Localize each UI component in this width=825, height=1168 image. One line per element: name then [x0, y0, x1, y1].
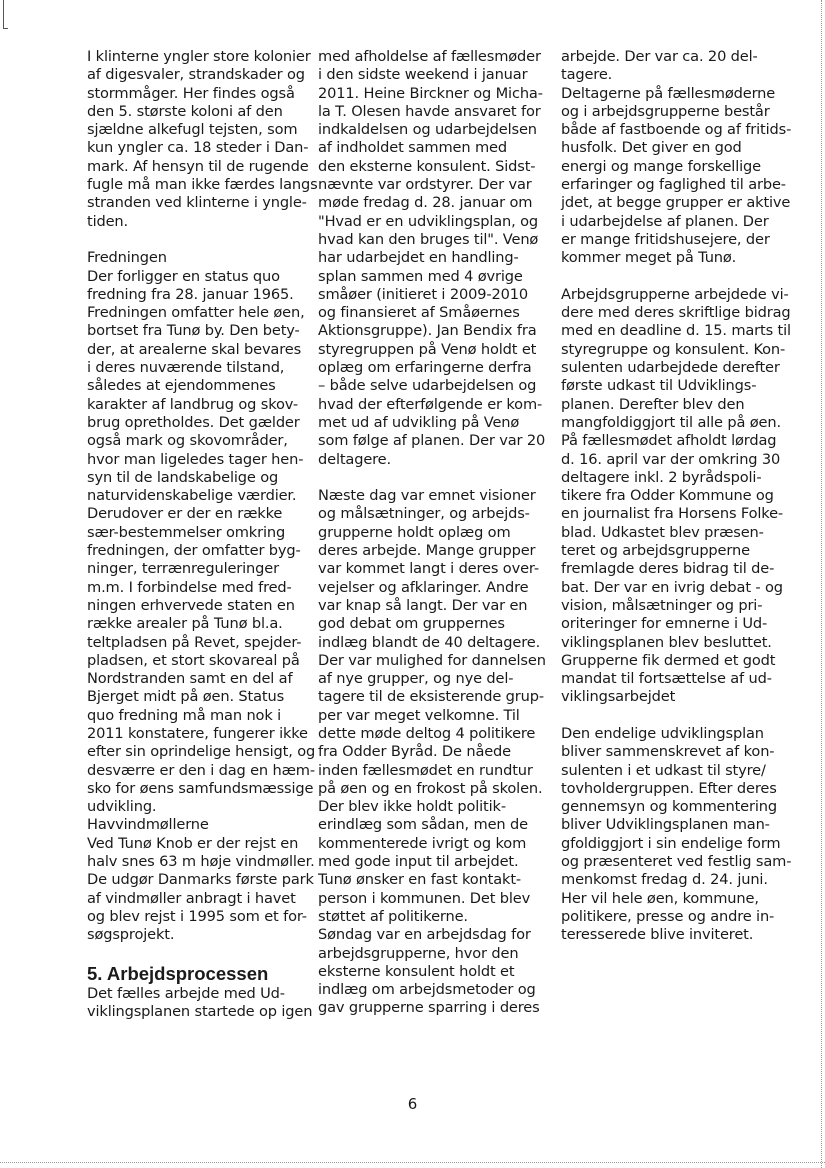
text-line: møde fredag d. 28. januar om	[318, 194, 533, 212]
text-line: menkomst fredag d. 24. juni.	[561, 871, 768, 889]
text-line: udvikling.	[87, 798, 157, 816]
paragraph-deltagere	[561, 48, 792, 268]
text-line: var kommet langt i deres over-	[318, 560, 539, 578]
text-line: Aktionsgruppe). Jan Bendix fra	[318, 322, 537, 340]
text-line: sjældne alkefugl tejsten, som	[87, 121, 298, 139]
text-line: viklingsplanen startede op igen	[87, 1002, 313, 1020]
text-line: gav grupperne sparring i deres	[318, 999, 540, 1017]
text-line: halv snes 63 m høje vindmøller.	[87, 853, 315, 871]
text-line: gennemsyn og kommentering	[561, 798, 777, 816]
text-line: styregruppe og konsulent. Kon-	[561, 340, 786, 358]
text-line: jdet, at begge grupper er aktive	[561, 194, 791, 212]
text-line: energi og mange forskellige	[561, 157, 761, 175]
text-line: per var meget velkomne. Til	[318, 706, 520, 724]
text-line: syn til de landskabelige og	[87, 468, 279, 486]
text-line: eksterne konsulent holdt et	[318, 962, 515, 980]
text-line: "Hvad er en udviklingsplan, og	[318, 212, 539, 230]
text-line: stranden ved klinterne i yngle-	[87, 194, 307, 212]
text-line: sulenten i et udkast til styre/	[561, 761, 766, 779]
text-line: Arbejdsgrupperne arbejdede vi-	[561, 285, 789, 303]
text-line: m.m. I forbindelse med fred-	[87, 578, 292, 596]
text-column-2	[318, 48, 550, 1018]
text-line: 2011. Heine Birckner og Micha-	[318, 84, 543, 102]
text-line: la T. Olesen havde ansvaret for	[318, 102, 541, 120]
text-line: politikere, presse og andre in-	[561, 907, 775, 925]
text-line: met ud af udvikling på Venø	[318, 413, 520, 431]
text-line: den 5. største koloni af den	[87, 102, 283, 120]
text-line: med gode input til arbejdet.	[318, 853, 519, 871]
text-line: Der forligger en status quo	[87, 267, 280, 285]
text-line: De udgør Danmarks første park	[87, 871, 314, 889]
text-line: oplæg om erfaringerne derfra	[318, 359, 532, 377]
text-line: kun yngler ca. 18 steder i Dan-	[87, 139, 309, 157]
text-line: både af fastboende og af fritids-	[561, 121, 792, 139]
text-line: i den sidste weekend i januar	[318, 66, 528, 84]
text-line: teltpladsen på Revet, spejder-	[87, 633, 302, 651]
text-line: styregruppen på Venø holdt et	[318, 340, 537, 358]
paragraph-faellesmoeder	[318, 48, 550, 469]
section-heading-arbejdsprocessen: 5. Arbejdsprocessen	[87, 962, 269, 984]
text-line: sær-bestemmelser omkring	[87, 523, 286, 541]
text-line: Grupperne fik dermed et godt	[561, 651, 776, 669]
text-line: Deltagerne på fællesmøderne	[561, 84, 776, 102]
text-line: inden fællesmødet en rundtur	[318, 761, 533, 779]
scan-right-edge	[821, 0, 822, 1168]
text-line: karakter af landbrug og skov-	[87, 395, 298, 413]
text-line: fra Odder Byråd. De nåede	[318, 743, 512, 761]
text-line: dette møde deltog 4 politikere	[318, 724, 536, 742]
text-line: er mange fritidshusejere, der	[561, 230, 770, 248]
text-line: deltagere.	[318, 450, 392, 468]
text-line: småøer (initieret i 2009-2010	[318, 285, 529, 303]
text-line: bat. Der var en ivrig debat - og	[561, 578, 783, 596]
text-line: Søndag var en arbejdsdag for	[318, 926, 531, 944]
text-line: blad. Udkastet blev præsen-	[561, 523, 764, 541]
text-line: Fredningen omfatter hele øen,	[87, 304, 305, 322]
text-line: teret og arbejdsgrupperne	[561, 542, 750, 560]
text-line: række arealer på Tunø bl.a.	[87, 615, 283, 633]
text-line: Ved Tunø Knob er der rejst en	[87, 834, 299, 852]
text-line: af vindmøller anbragt i havet	[87, 889, 296, 907]
text-line: grupperne holdt oplæg om	[318, 523, 511, 541]
text-line: og blev rejst i 1995 som et for-	[87, 907, 307, 925]
text-line: deltagere inkl. 2 byrådspoli-	[561, 468, 762, 486]
text-line: stormmåger. Her findes også	[87, 84, 295, 102]
scan-corner-mark	[3, 0, 8, 29]
text-line: viklingsplanen blev besluttet.	[561, 633, 772, 651]
text-line: desværre er den i dag en hæm-	[87, 761, 315, 779]
text-line: husfolk. Det giver en god	[561, 139, 742, 157]
text-line: efter sin oprindelige hensigt, og	[87, 743, 316, 761]
text-line: kommer meget på Tunø.	[561, 249, 737, 267]
text-line: hvad der efterfølgende er kom-	[318, 395, 543, 413]
text-line: planen. Derefter blev den	[561, 395, 745, 413]
text-line: af digesvaler, strandskader og	[87, 66, 305, 84]
text-line: fremlagde deres bidrag til de-	[561, 560, 775, 578]
text-line: person i kommunen. Det blev	[318, 889, 531, 907]
text-line: Næste dag var emnet visioner	[318, 487, 536, 505]
text-line: med afholdelse af fællesmøder	[318, 48, 541, 65]
text-line: Bjerget midt på øen. Status	[87, 688, 285, 706]
text-line: quo fredning må man nok i	[87, 706, 282, 724]
page-number: 6	[407, 1095, 418, 1113]
text-line: I klinterne yngler store kolonier	[87, 48, 311, 65]
text-line: Der blev ikke holdt politik-	[318, 798, 506, 816]
scan-bottom-edge	[0, 1162, 825, 1163]
text-line: tiden.	[87, 212, 129, 230]
text-line: tagere til de eksisterende grup-	[318, 688, 544, 706]
text-line: også mark og skovområder,	[87, 432, 288, 450]
text-line: god debat om gruppernes	[318, 615, 505, 633]
text-line: fredningen, der omfatter byg-	[87, 542, 301, 560]
text-line: Det fælles arbejde med Ud-	[87, 984, 285, 1002]
text-line: således at ejendommenes	[87, 377, 276, 395]
text-line: var knap så langt. Der var en	[318, 596, 528, 614]
text-line: der, at arealerne skal bevares	[87, 340, 302, 358]
text-line: fugle må man ikke færdes langs	[87, 176, 318, 194]
text-line: – både selve udarbejdelsen og	[318, 377, 537, 395]
text-line: sko for øens samfundsmæssige	[87, 779, 314, 797]
text-line: har udarbejdet en handling-	[318, 249, 519, 267]
text-line: nævnte var ordstyrer. Der var	[318, 176, 532, 194]
text-line: deres arbejde. Mange grupper	[318, 542, 536, 560]
text-line: og målsætninger, og arbejds-	[318, 505, 530, 523]
text-column-3	[561, 48, 792, 945]
text-line: fredning fra 28. januar 1965.	[87, 285, 294, 303]
text-line: og finansieret af Småøernes	[318, 304, 520, 322]
text-line: som følge af planen. Der var 20	[318, 432, 546, 450]
text-line: bliver Udviklingsplanen man-	[561, 816, 770, 834]
text-line: tagere.	[561, 66, 613, 84]
text-line: d. 16. april var der omkring 30	[561, 450, 781, 468]
paragraph-klinter	[87, 48, 318, 231]
text-line: af nye grupper, og nye del-	[318, 670, 514, 688]
text-line: sulenten udarbejdede derefter	[561, 359, 780, 377]
paragraph-endelige-plan	[561, 724, 792, 945]
text-line: mark. Af hensyn til de rugende	[87, 157, 309, 175]
text-line: og præsenteret ved festlig sam-	[561, 853, 792, 871]
text-line: teresserede blive inviteret.	[561, 926, 754, 944]
text-line: en journalist fra Horsens Folke-	[561, 505, 784, 523]
text-line: i deres nuværende tilstand,	[87, 359, 285, 377]
text-line: indkaldelsen og udarbejdelsen	[318, 121, 537, 139]
text-line: på øen og en frokost på skolen.	[318, 779, 543, 797]
paragraph-vindmoeller	[87, 834, 315, 945]
text-line: dere med deres skriftlige bidrag	[561, 304, 791, 322]
paragraph-fredning	[87, 267, 316, 817]
text-line: hvor man ligeledes tager hen-	[87, 450, 304, 468]
text-line: arbejde. Der var ca. 20 del-	[561, 48, 758, 65]
text-line: naturvidenskabelige værdier.	[87, 487, 297, 505]
text-line: søgsprojekt.	[87, 926, 175, 944]
text-line: erfaringer og faglighed til arbe-	[561, 176, 786, 194]
text-line: På fællesmødet afholdt lørdag	[561, 432, 777, 450]
text-line: med en deadline d. 15. marts til	[561, 322, 791, 340]
text-line: bliver sammenskrevet af kon-	[561, 743, 775, 761]
text-line: erindlæg som sådan, men de	[318, 816, 528, 834]
subheading-fredningen: Fredningen	[87, 249, 167, 267]
text-line: indlæg om arbejdsmetoder og	[318, 981, 536, 999]
text-line: arbejdsgrupperne, hvor den	[318, 944, 519, 962]
text-line: Nordstranden samt en del af	[87, 670, 293, 688]
text-line: oriteringer for emnerne i Ud-	[561, 615, 768, 633]
text-line: tikere fra Odder Kommune og	[561, 487, 774, 505]
text-line: Der var mulighed for dannelsen	[318, 651, 546, 669]
text-column-1	[87, 48, 318, 1021]
text-line: splan sammen med 4 øvrige	[318, 267, 523, 285]
text-line: brug opretholdes. Det gælder	[87, 413, 300, 431]
text-line: i udarbejdelse af planen. Der	[561, 212, 769, 230]
text-line: gfoldiggjort i sin endelige form	[561, 834, 781, 852]
text-line: og i arbejdsgrupperne består	[561, 102, 770, 120]
text-line: Derudover er der en række	[87, 505, 283, 523]
text-line: pladsen, et stort skovareal på	[87, 651, 300, 669]
text-line: af indholdet sammen med	[318, 139, 507, 157]
text-line: bortset fra Tunø by. Den bety-	[87, 322, 300, 340]
paragraph-visioner	[318, 487, 550, 1018]
text-line: første udkast til Udviklings-	[561, 377, 757, 395]
text-line: den eksterne konsulent. Sidst-	[318, 157, 536, 175]
text-line: 2011 konstatere, fungerer ikke	[87, 724, 308, 742]
subheading-havvindmoellerne: Havvindmøllerne	[87, 816, 209, 834]
paragraph-arbejdsgrupperne	[561, 285, 791, 707]
text-line: mangfoldiggjort til alle på øen.	[561, 413, 781, 431]
text-line: Her vil hele øen, kommune,	[561, 889, 759, 907]
text-line: Tunø ønsker en fast kontakt-	[318, 871, 522, 889]
text-line: viklingsarbejdet	[561, 688, 676, 706]
text-line: støttet af politikerne.	[318, 907, 468, 925]
text-line: hvad kan den bruges til". Venø	[318, 230, 539, 248]
paragraph-arbejdet-start	[87, 984, 313, 1022]
text-line: kommenterede ivrigt og kom	[318, 834, 527, 852]
text-line: vejelser og afklaringer. Andre	[318, 578, 529, 596]
text-line: Den endelige udviklingsplan	[561, 724, 764, 742]
text-line: ninger, terrænreguleringer	[87, 560, 279, 578]
text-line: mandat til fortsættelse af ud-	[561, 670, 772, 688]
text-line: tovholdergruppen. Efter deres	[561, 779, 777, 797]
text-line: indlæg blandt de 40 deltagere.	[318, 633, 541, 651]
text-line: vision, målsætninger og pri-	[561, 596, 763, 614]
text-line: ningen erhvervede staten en	[87, 596, 295, 614]
